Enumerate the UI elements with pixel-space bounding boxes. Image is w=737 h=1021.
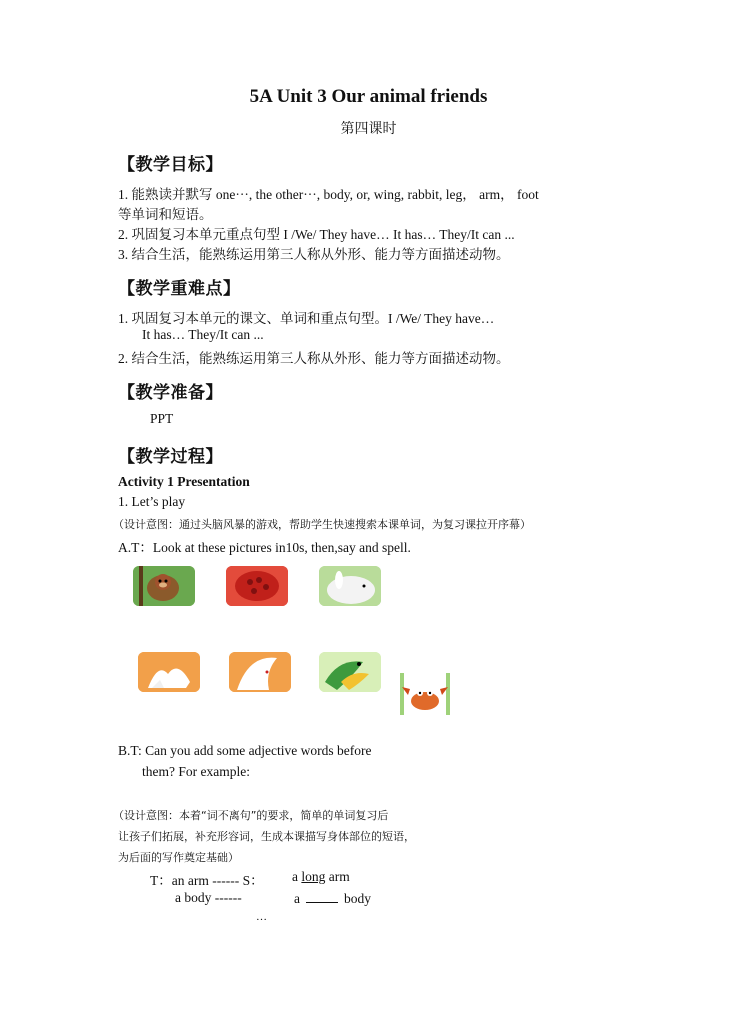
key-point-1b: It has… They/It can ... xyxy=(142,327,264,342)
page-title: 5A Unit 3 Our animal friends xyxy=(249,86,488,107)
example-1-student: a long arm xyxy=(292,869,350,884)
example-2-blank xyxy=(306,890,338,903)
example-1-answer: long xyxy=(301,869,326,884)
activity-b-instruction: B.T: Can you add some adjective words before xyxy=(118,743,372,758)
preparation-item: PPT xyxy=(150,411,174,426)
step-lets-play: 1. Let’s play xyxy=(118,494,186,509)
objective-1b: 等单词和短语。 xyxy=(118,207,213,222)
example-2-student: a body xyxy=(294,891,371,906)
activity-b-instruction-cont: them? For example: xyxy=(142,764,250,779)
design-note-1: （设计意图：通过头脑风暴的游戏，帮助学生快速搜索本课单词，为复习课拉开序幕） xyxy=(113,518,531,531)
white-animal-picture xyxy=(319,566,381,606)
crab-picture xyxy=(396,673,454,715)
activity-a-instruction: A.T：Look at these pictures in10s, then,say and spell. xyxy=(118,540,411,555)
tail-picture xyxy=(229,652,291,692)
ellipsis: … xyxy=(256,911,267,923)
activity-title: Activity 1 Presentation xyxy=(118,474,250,489)
key-point-1a: 1. 巩固复习本单元的课文、单词和重点句型。I /We/ They have… xyxy=(118,311,495,326)
rabbit-legs-picture xyxy=(138,652,200,692)
example-1-teacher: T：an arm ------ S： xyxy=(150,873,264,888)
section-objectives-heading: 【教学目标】 xyxy=(118,155,223,175)
example-2-teacher: a body ------ xyxy=(175,890,242,905)
section-process-heading: 【教学过程】 xyxy=(118,447,223,467)
section-key-points-heading: 【教学重难点】 xyxy=(118,279,241,299)
design-note-2-line2: 让孩子们拓展，补充形容词，生成本课描写身体部位的短语， xyxy=(118,830,415,843)
lesson-number: 第四课时 xyxy=(340,122,397,137)
section-preparation-heading: 【教学准备】 xyxy=(118,383,223,403)
design-note-2-line1: （设计意图：本着“词不离句”的要求，简单的单词复习后 xyxy=(113,809,389,822)
red-animal-picture xyxy=(226,566,288,606)
objective-2: 2. 巩固复习本单元重点句型 I /We/ They have… It has… They/It can ... xyxy=(118,227,515,242)
monkey-picture xyxy=(133,566,195,606)
key-point-2: 2. 结合生活，能熟练运用第三人称从外形、能力等方面描述动物。 xyxy=(118,351,510,366)
design-note-2-line3: 为后面的写作奠定基础） xyxy=(118,851,239,864)
objective-1a: 1. 能熟读并默写 one···, the other···, body, or, wing, rabbit, leg， arm， foot xyxy=(118,187,539,202)
objective-3: 3. 结合生活，能熟练运用第三人称从外形、能力等方面描述动物。 xyxy=(118,247,510,262)
parrot-picture xyxy=(319,652,381,692)
